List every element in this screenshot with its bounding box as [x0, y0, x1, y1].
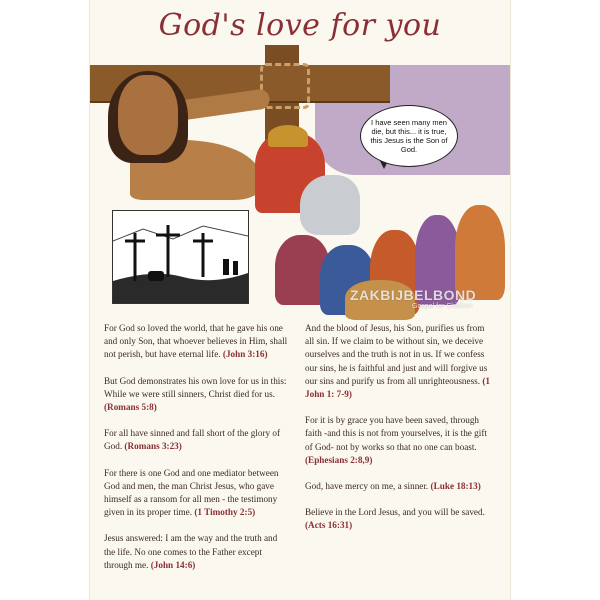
verse-reference: (Acts 16:31): [305, 520, 353, 531]
page-title: God's love for you: [158, 8, 442, 43]
verse-text: Believe in the Lord Jesus, and you will be saved.: [305, 507, 485, 518]
watermark-tagline: Gospel for Children: [412, 303, 473, 310]
verse-paragraph: [104, 467, 289, 520]
verse-reference: (John 14:6): [150, 559, 196, 570]
verse-text: But God demonstrates his own love for us in this: While we were still sinners, Christ died for us.: [104, 375, 287, 399]
tract-page: [90, 0, 510, 600]
verse-reference: (John 3:16): [222, 349, 268, 360]
crucifixion-illustration: [90, 45, 510, 310]
verse-paragraph: [305, 506, 490, 532]
watermark-brand: ZAKBIJBELBOND: [350, 287, 477, 303]
verse-reference: (1 Timothy 2:5): [194, 507, 256, 518]
right-text-column: [305, 322, 490, 546]
verse-paragraph: [104, 375, 289, 415]
verse-text: And the blood of Jesus, his Son, purifies us from all sin. If we claim to be without sin, we deceive ourselves and the truth is not in us. If we confess our sins, he is faithful and just and will forgive us our sins and purify us from all unrighteousness.: [305, 323, 488, 386]
jesus-face: [118, 75, 178, 155]
centurion-helmet: [268, 125, 308, 147]
verse-reference: (Luke 18:13): [430, 481, 481, 492]
verse-text: God, have mercy on me, a sinner.: [305, 481, 431, 492]
verse-text: Jesus answered: I am the way and the truth and the life. No one comes to the Father except through me.: [104, 533, 278, 570]
verse-paragraph: [305, 322, 490, 401]
verse-paragraph: [104, 427, 289, 453]
speech-bubble: I have seen many men die, but this... it is true, this Jesus is the Son of God.: [360, 105, 458, 167]
verse-paragraph: [305, 414, 490, 467]
verse-reference: (Romans 5:8): [104, 402, 157, 413]
verse-text: For there is one God and one mediator between God and men, the man Christ Jesus, who gave himself as a ransom for all men - the testimony given in its proper time.: [104, 467, 279, 518]
verse-text: For God so loved the world, that he gave his one and only Son, that whoever believes in Him, shall not perish, but have eternal life.: [104, 323, 288, 360]
verse-paragraph: [104, 322, 289, 362]
verse-reference: (Ephesians 2:8,9): [305, 454, 373, 465]
crowd-figure: [455, 205, 505, 300]
verse-paragraph: [305, 480, 490, 493]
verse-text: For it is by grace you have been saved, through faith -and this is not from yourselves, it is the gift of God- not by works so that no one can boast.: [305, 415, 487, 452]
verse-paragraph: [104, 532, 289, 572]
verse-reference: (1 John 1: 7-9): [305, 375, 491, 400]
verse-text: For all have sinned and fall short of the glory of God.: [104, 428, 281, 452]
three-crosses-sketch: [112, 210, 249, 304]
verse-reference: (Romans 3:23): [124, 441, 182, 452]
left-text-column: [104, 322, 289, 585]
